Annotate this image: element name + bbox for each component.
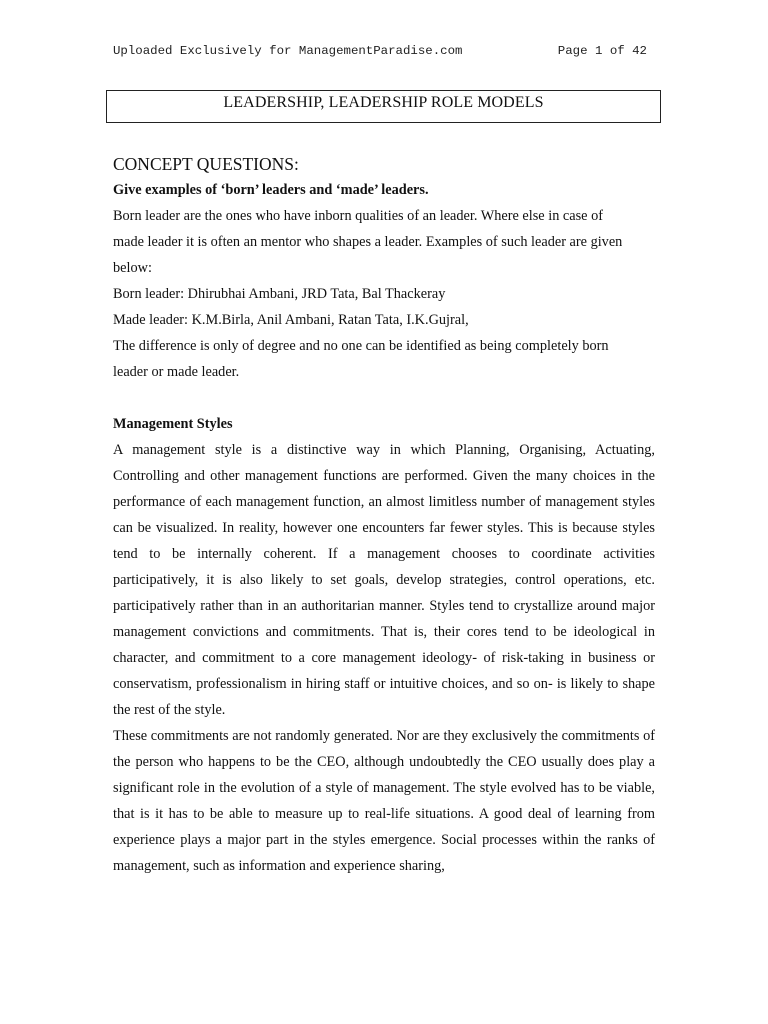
page-header [113,44,647,60]
answer-line: Born leader are the ones who have inborn qualities of an leader. Where else in case of [113,208,604,224]
section-spacer [113,385,655,411]
answer-line: leader or made leader. [113,364,240,380]
management-styles-heading: Management Styles [113,416,233,432]
answer-line: made leader it is often an mentor who shapes a leader. Examples of such leader are given [113,234,623,250]
page-number: Page 1 of 42 [557,44,647,58]
upload-notice: Uploaded Exclusively for ManagementParadise.com [113,44,463,58]
answer-line: below: [113,260,152,276]
management-styles-paragraph-1: A management style is a distinctive way in which Planning, Organising, Actuating, Controlling and other management functions are performed. Given the many choices in the performance of each management function, an almost limitless number of management styles can be visualized. In reality, however one encounters far fewer styles. This is because styles tend to be internally coherent. If a management chooses to coordinate activities participatively, it is also likely to set goals, develop strategies, control operations, etc. participatively rather than in an authoritarian manner. Styles tend to crystallize around major management convictions and commitments. That is, their cores tend to be ideological in character, and commitment to a core management ideology- of risk-taking in business or conservatism, professionalism in hiring staff or intuitive choices, and so on- is likely to shape the rest of the style. [113,442,655,718]
answer-line: Made leader: K.M.Birla, Anil Ambani, Ratan Tata, I.K.Gujral, [113,312,469,328]
answer-line: The difference is only of degree and no one can be identified as being completely born [113,338,609,354]
concept-question: Give examples of ‘born’ leaders and ‘made’ leaders. [113,182,429,198]
concept-questions-heading: CONCEPT QUESTIONS: [113,154,299,174]
document-body [113,151,655,879]
answer-line: Born leader: Dhirubhai Ambani, JRD Tata, Bal Thackeray [113,286,446,302]
document-title: LEADERSHIP, LEADERSHIP ROLE MODELS [106,90,661,123]
management-styles-paragraph-2: These commitments are not randomly generated. Nor are they exclusively the commitments of the person who happens to be the CEO, although undoubtedly the CEO usually does play a significant role in the evolution of a style of management. The style evolved has to be viable, that is it has to be able to measure up to real-life situations. A good deal of learning from experience plays a major part in the styles emergence. Social processes within the ranks of management, such as information and experience sharing, [113,728,655,874]
